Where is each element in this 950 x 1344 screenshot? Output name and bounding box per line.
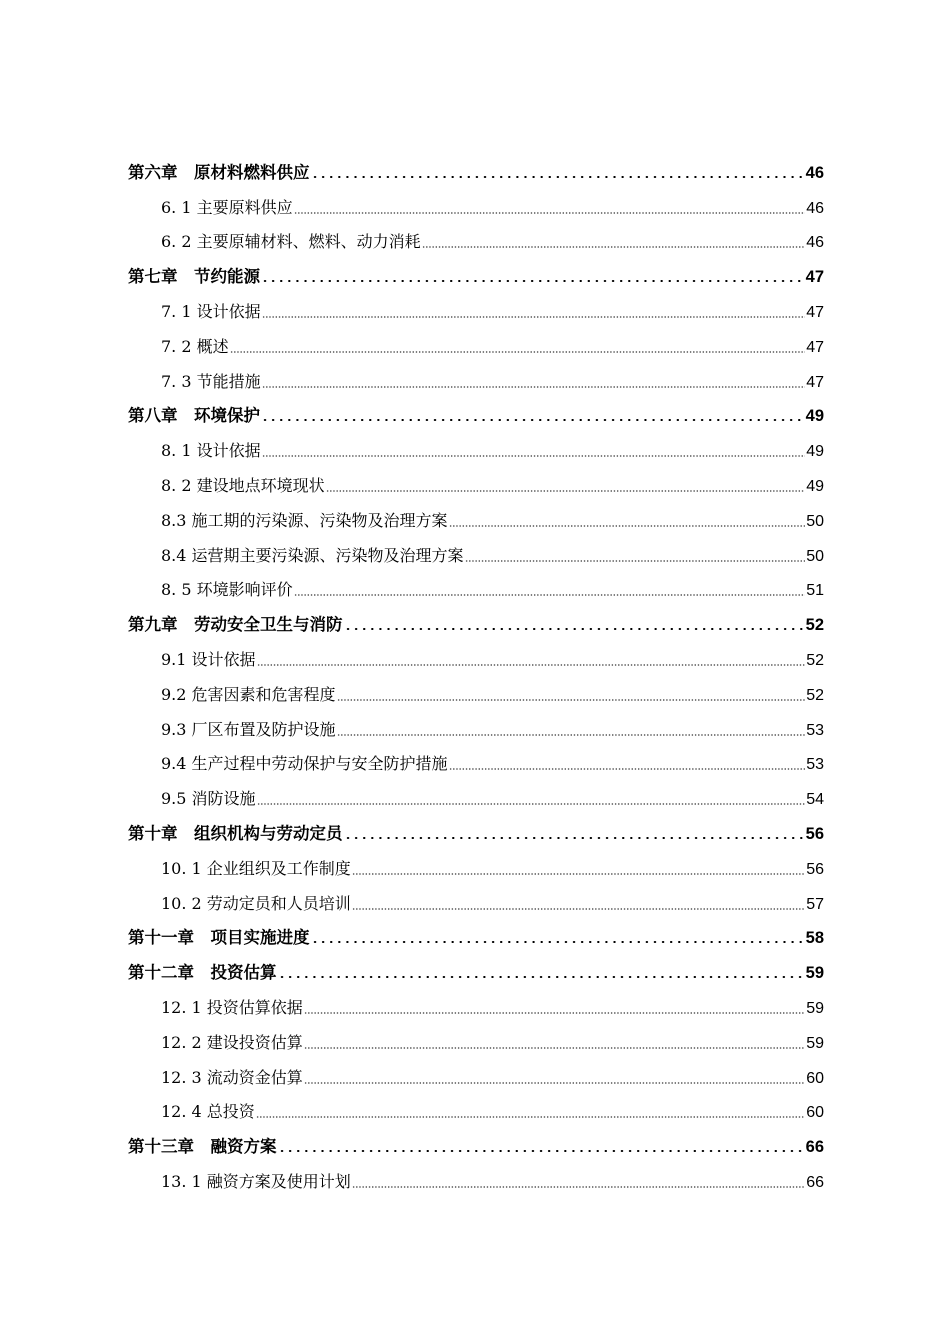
toc-entry-label: 7. 2 概述 [161, 336, 229, 356]
table-of-contents [128, 154, 824, 1198]
dot-leader [422, 244, 806, 248]
toc-entry-page-number: 59 [806, 999, 824, 1017]
toc-entry-page-number: 54 [806, 791, 824, 809]
toc-entry-page-number: 60 [806, 1069, 824, 1087]
toc-chapter-entry[interactable] [128, 606, 824, 641]
toc-entry-page-number: 60 [806, 1104, 824, 1122]
toc-section-entry[interactable] [128, 989, 824, 1024]
toc-entry-label: 13. 1 融资方案及使用计划 [161, 1171, 351, 1191]
toc-section-entry[interactable] [128, 1163, 824, 1198]
dot-leader [294, 592, 806, 596]
dot-leader [352, 906, 805, 910]
dot-leader [230, 349, 806, 353]
dot-leader [304, 1010, 805, 1014]
toc-entry-page-number: 52 [806, 651, 824, 669]
toc-entry-label: 6. 2 主要原辅材料、燃料、动力消耗 [161, 232, 421, 252]
toc-section-entry[interactable] [128, 1094, 824, 1129]
toc-entry-label: 12. 1 投资估算依据 [161, 997, 303, 1017]
dot-leader [449, 523, 806, 527]
dot-leader [326, 488, 806, 492]
dot-leader [337, 697, 806, 701]
toc-entry-label: 10. 1 企业组织及工作制度 [161, 858, 351, 878]
dot-leader [304, 1080, 805, 1084]
toc-section-entry[interactable] [128, 746, 824, 781]
toc-entry-page-number: 46 [806, 199, 824, 217]
toc-entry-page-number: 49 [805, 407, 824, 426]
toc-entry-label: 9.5 消防设施 [161, 789, 256, 809]
toc-chapter-entry[interactable] [128, 954, 824, 989]
toc-entry-page-number: 53 [806, 756, 824, 774]
toc-entry-page-number: 47 [806, 338, 824, 356]
dot-leader [257, 662, 806, 666]
toc-entry-label: 9.1 设计依据 [161, 649, 256, 669]
toc-entry-page-number: 51 [806, 582, 824, 600]
toc-chapter-entry[interactable] [128, 1128, 824, 1163]
toc-entry-label: 9.4 生产过程中劳动保护与安全防护措施 [161, 754, 448, 774]
toc-section-entry[interactable] [128, 467, 824, 502]
dot-leader [261, 279, 805, 283]
toc-section-entry[interactable] [128, 850, 824, 885]
toc-entry-label: 8.3 施工期的污染源、污染物及治理方案 [161, 510, 448, 530]
toc-section-entry[interactable] [128, 328, 824, 363]
toc-entry-label: 6. 1 主要原料供应 [161, 197, 293, 217]
toc-entry-label: 8.4 运营期主要污染源、污染物及治理方案 [161, 545, 464, 565]
toc-entry-page-number: 50 [806, 547, 824, 565]
toc-entry-page-number: 52 [805, 616, 824, 635]
toc-entry-page-number: 57 [806, 895, 824, 913]
toc-chapter-entry[interactable] [128, 258, 824, 293]
toc-section-entry[interactable] [128, 885, 824, 920]
dot-leader [262, 453, 806, 457]
toc-entry-page-number: 59 [805, 964, 824, 983]
dot-leader [262, 384, 806, 388]
toc-chapter-entry[interactable] [128, 920, 824, 955]
dot-leader [449, 766, 806, 770]
toc-entry-label: 第七章 节约能源 [128, 267, 260, 287]
toc-entry-label: 9.3 厂区布置及防护设施 [161, 719, 336, 739]
toc-entry-page-number: 56 [805, 824, 824, 843]
toc-entry-label: 12. 4 总投资 [161, 1102, 255, 1122]
toc-section-entry[interactable] [128, 293, 824, 328]
dot-leader [352, 1184, 805, 1188]
toc-entry-label: 第十二章 投资估算 [128, 963, 277, 983]
toc-section-entry[interactable] [128, 224, 824, 259]
toc-entry-label: 9.2 危害因素和危害程度 [161, 684, 336, 704]
toc-entry-label: 7. 3 节能措施 [161, 371, 261, 391]
toc-section-entry[interactable] [128, 641, 824, 676]
toc-entry-page-number: 46 [806, 234, 824, 252]
dot-leader [311, 940, 805, 944]
toc-section-entry[interactable] [128, 432, 824, 467]
toc-section-entry[interactable] [128, 502, 824, 537]
toc-entry-label: 12. 2 建设投资估算 [161, 1032, 303, 1052]
dot-leader [256, 1114, 805, 1118]
toc-entry-label: 第六章 原材料燃料供应 [128, 162, 310, 182]
dot-leader [278, 975, 805, 979]
toc-entry-page-number: 58 [805, 929, 824, 948]
dot-leader [465, 558, 806, 562]
toc-entry-page-number: 56 [806, 860, 824, 878]
toc-entry-label: 10. 2 劳动定员和人员培训 [161, 893, 351, 913]
dot-leader [278, 1149, 805, 1153]
dot-leader [262, 314, 806, 318]
toc-chapter-entry[interactable] [128, 815, 824, 850]
toc-entry-label: 7. 1 设计依据 [161, 301, 261, 321]
toc-section-entry[interactable] [128, 1059, 824, 1094]
toc-entry-label: 8. 1 设计依据 [161, 441, 261, 461]
toc-section-entry[interactable] [128, 363, 824, 398]
toc-entry-page-number: 49 [806, 443, 824, 461]
toc-entry-label: 第十三章 融资方案 [128, 1137, 277, 1157]
dot-leader [304, 1045, 805, 1049]
toc-entry-page-number: 66 [806, 1173, 824, 1191]
toc-entry-page-number: 59 [806, 1034, 824, 1052]
toc-entry-label: 8. 2 建设地点环境现状 [161, 475, 325, 495]
toc-entry-label: 8. 5 环境影响评价 [161, 580, 293, 600]
toc-section-entry[interactable] [128, 780, 824, 815]
toc-entry-label: 第八章 环境保护 [128, 406, 260, 426]
toc-section-entry[interactable] [128, 676, 824, 711]
toc-entry-label: 第十章 组织机构与劳动定员 [128, 823, 343, 843]
toc-entry-page-number: 50 [806, 512, 824, 530]
toc-entry-page-number: 53 [806, 721, 824, 739]
toc-entry-page-number: 47 [805, 268, 824, 287]
toc-section-entry[interactable] [128, 711, 824, 746]
dot-leader [294, 210, 806, 214]
toc-entry-label: 第十一章 项目实施进度 [128, 928, 310, 948]
toc-section-entry[interactable] [128, 572, 824, 607]
toc-entry-page-number: 52 [806, 686, 824, 704]
toc-entry-page-number: 47 [806, 373, 824, 391]
toc-entry-label: 12. 3 流动资金估算 [161, 1067, 303, 1087]
dot-leader [344, 627, 805, 631]
toc-section-entry[interactable] [128, 1024, 824, 1059]
toc-entry-page-number: 66 [805, 1138, 824, 1157]
dot-leader [261, 418, 805, 422]
toc-entry-page-number: 47 [806, 303, 824, 321]
dot-leader [257, 801, 806, 805]
toc-chapter-entry[interactable] [128, 154, 824, 189]
toc-entry-label: 第九章 劳动安全卫生与消防 [128, 615, 343, 635]
toc-section-entry[interactable] [128, 537, 824, 572]
dot-leader [337, 732, 806, 736]
toc-section-entry[interactable] [128, 189, 824, 224]
dot-leader [311, 175, 805, 179]
toc-entry-page-number: 49 [806, 477, 824, 495]
dot-leader [352, 871, 805, 875]
toc-entry-page-number: 46 [805, 163, 824, 182]
toc-chapter-entry[interactable] [128, 398, 824, 433]
dot-leader [344, 836, 805, 840]
